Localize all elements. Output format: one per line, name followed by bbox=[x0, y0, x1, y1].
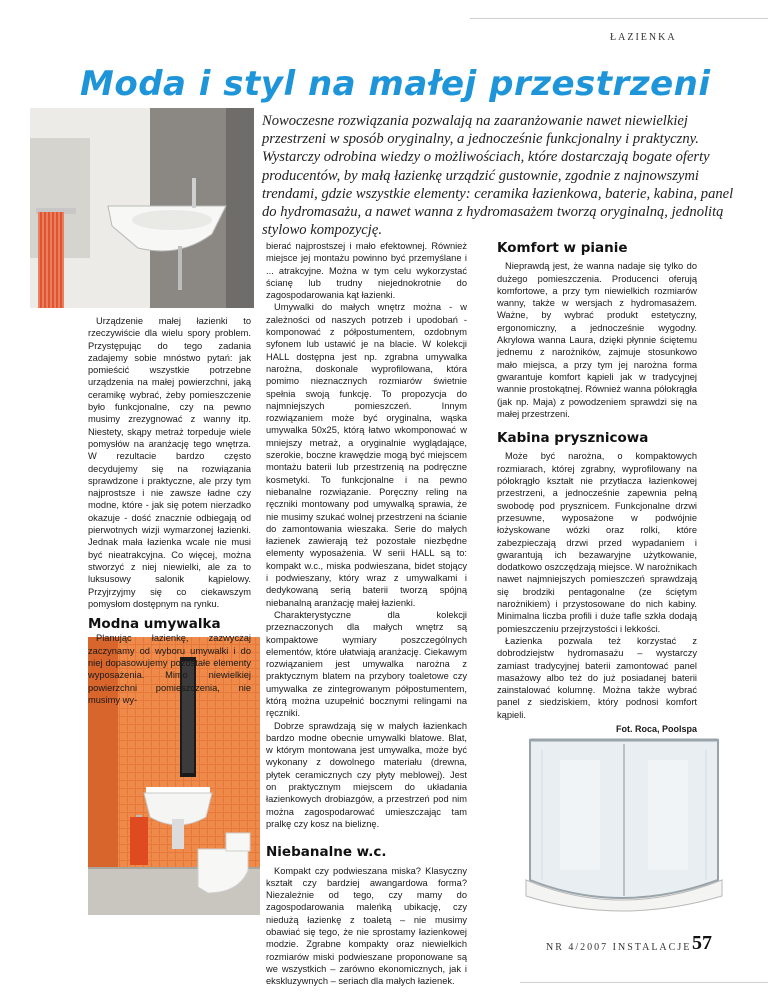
heading-modna-umywalka: Modna umywalka bbox=[88, 616, 221, 633]
bottom-rule bbox=[520, 982, 768, 983]
paragraph: Charakterystyczne dla kolekcji przeznaczonych dla małych wnętrz są kompaktowe wymiary poszczególnych elementów, które ułatwiają aranżację. Ciekawym rozwiązaniem jest umywalka narożna z praktycznym blatem na przybory toaletowe czy umywalka ze zintegrowanym półpostumentem, którą można uzupełnić bocznymi relingami na ręczniki. bbox=[266, 609, 467, 719]
paragraph: Nieprawdą jest, że wanna nadaje się tylko do dużego pomieszczenia. Producenci oferują komfortowe, a przy tym niewielkich rozmiarów wanny, także w wersjach z hydromasażem. Ważne, by wybrać produkt estetyczny, ergonomiczny, a jednocześnie wygodny. Akrylowa wanna Laura, dzięki płynnie ściętemu jednemu z narożników, zajmuje stosunkowo mało miejsca, a przy tym jej narożna forma gwarantuje komfort kąpieli jak w tradycyjnej wannie prostokątnej. Również wanna półokrągła (jak np. Maja) z powodzeniem sprawdzi się na małej przestrzeni. bbox=[497, 261, 697, 419]
heading-niebanalne-wc: Niebanalne w.c. bbox=[266, 844, 387, 861]
shower-enclosure-photo bbox=[520, 720, 728, 926]
corner-washbasin-photo bbox=[30, 108, 254, 308]
paragraph: Dobrze sprawdzają się w małych łazienkach bardzo modne obecnie umywalki blatowe. Blat, w którym montowana jest umywalka, może być wykonany z dowolnego materiału (drewna, płytek ceramicznych czy płyty meblowej). Jest on praktycznym miejscem do układania łazienkowych drobiazgów, a przestrzeń pod nim można zagospodarować umieszczając tam pralkę czy kosz na bieliznę. bbox=[266, 720, 467, 829]
lead-paragraph: Nowoczesne rozwiązania pozwalają na zaaranżowanie nawet niewielkiej przestrzeni w sposób oryginalny, a jednocześnie funkcjonalny i praktyczny. Wystarczy odrobina wiedzy o możliwościach, które dostarczają bogate oferty producentów, by małą łazienkę urządzić gustownie, zgodnie z najnowszymi trendami, gdzie wszystkie elementy: ceramika łazienkowa, baterie, kabina, panel do hydromasażu, a nawet wanna z hydromasażem tworzą oryginalną, jednolitą stylowo kompozycję. bbox=[262, 113, 734, 239]
paragraph: Może być narożna, o kompaktowych rozmiarach, której zgrabny, wyprofilowany na półokrągło kształt nie przytłacza łazienkowej przestrzeni, a jednocześnie zapewnia pełną swobodę pod prysznicem. Funkcjonalne drzwi przesuwne, wyposażone w podwójnie łożyskowane wózki oraz rolki, które zabezpieczają drzwi przed wypadaniem i gwarantują ich bezawaryjne użytkowanie, dodatkowo oszczędzają miejsce. W narożnikach nawet najmniejszych pomieszczeń sprawdzają się brodziki pentagonalne (ze ściętym narożnikiem) i przystosowane do nich kabiny. Minimalna liczba profili i duże tafle szkła dodają pomieszczeniu przejrzystości i lekkości. bbox=[497, 451, 697, 634]
section-label: ŁAZIENKA bbox=[610, 32, 677, 43]
column-1 bbox=[88, 315, 251, 706]
page-number: 57 bbox=[692, 932, 712, 954]
top-rule bbox=[470, 18, 768, 19]
article-title: Moda i styl na małej przestrzeni bbox=[80, 64, 711, 104]
paragraph: Planując łazienkę, zazwyczaj zaczynamy od wyboru umywalki i do niej dopasowujemy pozostałe elementy wyposażenia. Mimo niewielkiej powierzchni pomieszczenia, nie musimy wy- bbox=[88, 633, 251, 705]
heading-komfort-w-pianie: Komfort w pianie bbox=[497, 240, 628, 256]
issue-footer: NR 4/2007 INSTALACJE bbox=[546, 942, 692, 953]
paragraph: Łazienka pozwala też korzystać z dobrodziejstw hydromasażu – wystarczy zamiast tradycyjnej baterii zamontować panel masażowy albo też do już posiadanej baterii zainstalować kolumnę. Można także wybrać panel z siedziskiem, który podnosi komfort kąpieli. bbox=[497, 635, 697, 720]
photo-credit: Fot. Roca, Poolspa bbox=[615, 723, 697, 734]
paragraph: Kompakt czy podwieszana miska? Klasyczny kształt czy bardziej awangardowa forma? Niezależnie od tego, czy mamy do zagospodarowania maleńką ubikację, czy niedużą łazienkę z toaletą – nie musimy obawiać się tego, że nie sprostamy łazienkowej modzie. Zgrabne kompakty oraz niewielkich rozmiarów miski podwieszane proponowane są we wszystkich – zarówno ekonomicznych, jak i ekskluzywnych – seriach dla małych łazienek. bbox=[266, 865, 467, 987]
paragraph: bierać najprostszej i mało efektownej. Również miejsce jej montażu powinno być przemyślane i ... atrakcyjne. Można w tym celu wykorzystać ścianę lub trudny niejednokrotnie do zagospodarowania kąt łazienki. bbox=[266, 241, 467, 301]
column-2 bbox=[266, 240, 467, 988]
paragraph: Umywalki do małych wnętrz można - w zależności od naszych potrzeb i upodobań - komponować z półpostumentem, ozdobnym syfonem lub ustawić je na blacie. W kolekcji HALL dostępna jest np. zgrabna umywalka narożna, doskonale wyprofilowana, która pomimo nieznacznych rozmiarów świetnie spełnia swoją funkcję. To propozycja do najmniejszych pomieszczeń. Innym rozwiązaniem może być oryginalna, wąska umywalka 50x25, którą łatwo wkomponować w mniejszy metraż, a oryginalnie wyglądające, szerokie, boczne krawędzie mogą być miejscem montażu baterii lub przestrzenią na podręczne kosmetyki. To funkcjonalne i na pewno niebanalne rozwiązanie. Poręczny reling na ręczniki montowany pod umywalką sprawia, że nie musimy szukać wolnej przestrzeni na ścianie do zamontowania wieszaka. Serie do małych łazienek zawierają też pozostałe niezbędne elementy wyposażenia. W serii HALL są to: kompakt w.c., miska podwieszana, bidet stojący i podwieszany, który wraz z umywalkami i dedykowaną serią baterii tworzą spójną niebanalną aranżację małej łazienki. bbox=[266, 302, 467, 608]
column-3 bbox=[497, 242, 697, 735]
intro-paragraph: Urządzenie małej łazienki to rzeczywiście dla wielu spory problem. Przystępując do tego zadania zadajemy sobie mnóstwo pytań: jak pomieścić wszystkie potrzebne urządzenia na małej powierzchni, jaką ceramikę wybrać, żeby pomieszczenie było funkcjonalne, czy na pewno musimy zrezygnować z wanny itp. Niestety, skąpy metraż torpeduje wiele pomysłów na aranżację tego wnętrza. W rezultacie bardzo często decydujemy się na rozwiązania sprawdzone i praktyczne, ale przy tym najprostsze i nie zawsze ładne czy modne, które - jak się potem nierzadko okazuje - dość znacznie odbiegają od pierwotnych wizji wymarzonej łazienki. Jednak mała łazienka wcale nie musi być nieatrakcyjna. Co więcej, można stworzyć z niej niewielki, ale za to luksusowy salonik kąpielowy. Przyjrzyjmy się co ciekawszym pomysłom dostępnym na rynku. bbox=[88, 316, 251, 609]
heading-kabina-prysznicowa: Kabina prysznicowa bbox=[497, 430, 649, 447]
